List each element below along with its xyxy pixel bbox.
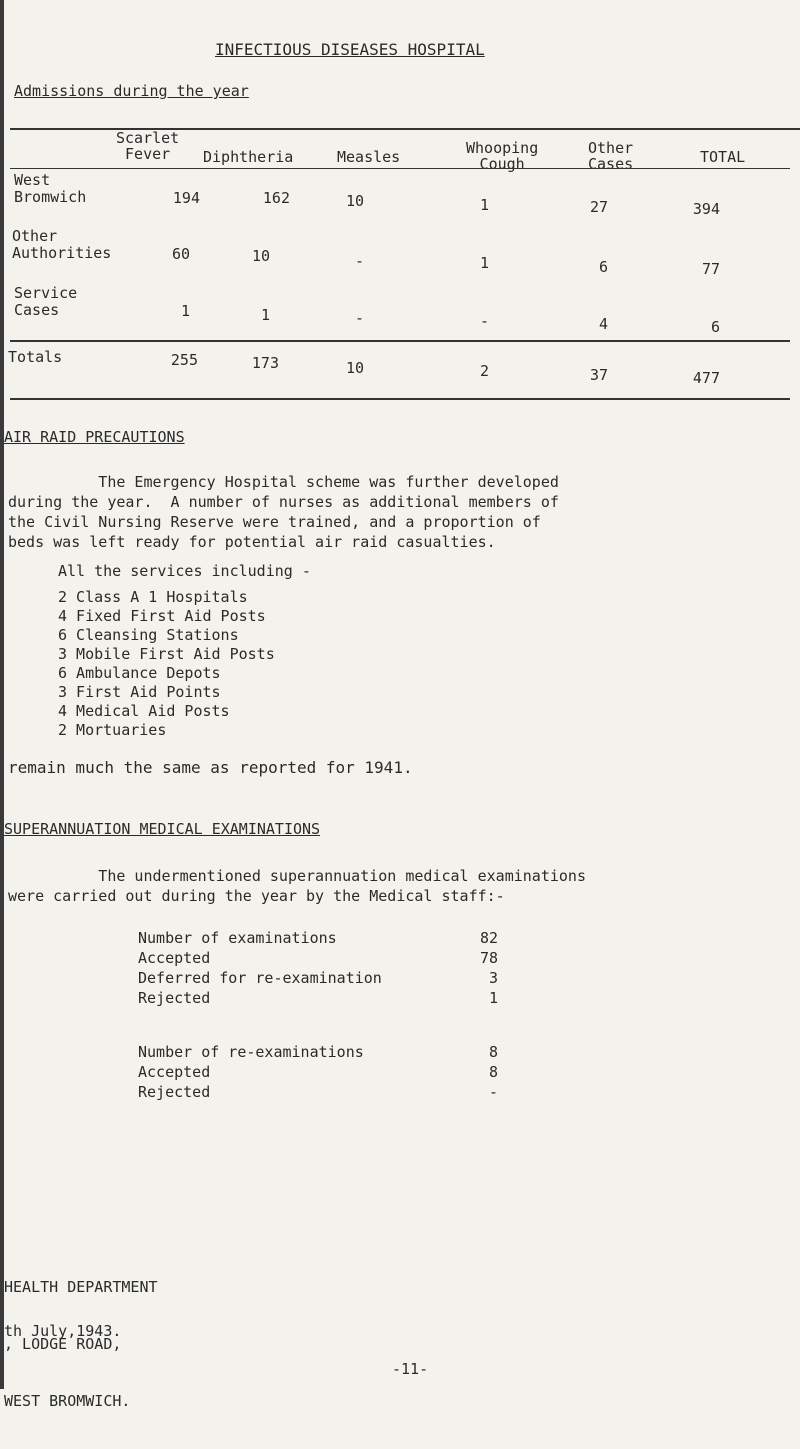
cell-value: 60 bbox=[171, 245, 190, 263]
cell-value: 173 bbox=[251, 354, 279, 372]
cell-value: 194 bbox=[172, 189, 200, 207]
cell-value: 1 bbox=[260, 306, 270, 324]
cell-value: 4 bbox=[598, 315, 608, 333]
cell-value: 477 bbox=[692, 369, 720, 387]
kv-row: Number of examinations 82 bbox=[138, 929, 498, 947]
kv-row: Rejected - bbox=[138, 1083, 498, 1101]
kv-row: Rejected 1 bbox=[138, 989, 498, 1007]
header-measles: Measles bbox=[337, 148, 401, 166]
totals-bottom-rule bbox=[10, 398, 790, 400]
row-label: Service Cases bbox=[14, 284, 78, 319]
list-item: 2 Class A 1 Hospitals bbox=[58, 588, 248, 606]
header-total: TOTAL bbox=[700, 148, 746, 166]
cell-value: 37 bbox=[589, 366, 608, 384]
cell-value: - bbox=[354, 309, 364, 327]
cell-value: 1 bbox=[479, 196, 489, 214]
cell-value: 1 bbox=[180, 302, 190, 320]
cell-value: 1 bbox=[479, 254, 489, 272]
address-block bbox=[4, 1240, 158, 1449]
list-item: 6 Cleansing Stations bbox=[58, 626, 239, 644]
paragraph-line: the Civil Nursing Reserve were trained, and a proportion of bbox=[8, 513, 541, 531]
paragraph-line: during the year. A number of nurses as additional members of bbox=[8, 493, 559, 511]
cell-value: 10 bbox=[345, 192, 364, 210]
cell-value: - bbox=[354, 252, 364, 270]
address-line: , LODGE ROAD, bbox=[4, 1335, 122, 1353]
kv-row: Accepted 78 bbox=[138, 949, 498, 967]
kv-row: Number of re-examinations 8 bbox=[138, 1043, 498, 1061]
cell-value: 6 bbox=[710, 318, 720, 336]
superannuation-paragraph bbox=[8, 866, 788, 906]
cell-value: 255 bbox=[170, 351, 198, 369]
heading-superannuation: SUPERANNUATION MEDICAL EXAMINATIONS bbox=[4, 820, 321, 838]
examinations-block bbox=[138, 928, 498, 1008]
cell-value: 162 bbox=[262, 189, 290, 207]
paragraph-line: were carried out during the year by the Medical staff:- bbox=[8, 887, 505, 905]
header-scarlet-fever: Scarlet Fever bbox=[116, 129, 180, 163]
page-edge bbox=[0, 0, 4, 1389]
totals-top-rule bbox=[10, 340, 790, 342]
page-number: -11- bbox=[392, 1360, 429, 1378]
cell-value: 10 bbox=[251, 247, 270, 265]
section-title-hospital: INFECTIOUS DISEASES HOSPITAL bbox=[215, 40, 485, 59]
paragraph-line: The undermentioned superannuation medical examinations bbox=[8, 867, 586, 885]
cell-value: 2 bbox=[479, 362, 489, 380]
list-item: 3 First Aid Points bbox=[58, 683, 221, 701]
services-closing: remain much the same as reported for 1941. bbox=[8, 758, 413, 777]
address-line: HEALTH DEPARTMENT bbox=[4, 1278, 158, 1296]
list-item: 6 Ambulance Depots bbox=[58, 664, 221, 682]
re-examinations-block bbox=[138, 1042, 498, 1102]
list-item: 2 Mortuaries bbox=[58, 721, 167, 739]
heading-air-raid: AIR RAID PRECAUTIONS bbox=[4, 428, 185, 446]
cell-value: 10 bbox=[345, 359, 364, 377]
header-other-cases: Other Cases bbox=[588, 139, 634, 173]
cell-value: 6 bbox=[598, 258, 608, 276]
services-intro: All the services including - bbox=[58, 562, 311, 580]
cell-value: - bbox=[479, 312, 489, 330]
header-whooping-cough: Whooping Cough bbox=[466, 139, 539, 173]
paragraph-line: beds was left ready for potential air raid casualties. bbox=[8, 533, 496, 551]
list-item: 3 Mobile First Aid Posts bbox=[58, 645, 275, 663]
cell-value: 77 bbox=[701, 260, 720, 278]
kv-row: Deferred for re-examination 3 bbox=[138, 969, 498, 987]
list-item: 4 Medical Aid Posts bbox=[58, 702, 230, 720]
cell-value: 394 bbox=[692, 200, 720, 218]
list-item: 4 Fixed First Aid Posts bbox=[58, 607, 266, 625]
date-line: th July,1943. bbox=[4, 1322, 122, 1340]
row-label: Other Authorities bbox=[12, 227, 112, 262]
services-list bbox=[58, 588, 275, 740]
kv-row: Accepted 8 bbox=[138, 1063, 498, 1081]
row-label: West Bromwich bbox=[14, 171, 87, 206]
header-diphtheria: Diphtheria bbox=[203, 148, 294, 166]
cell-value: 27 bbox=[589, 198, 608, 216]
air-raid-paragraph bbox=[8, 472, 788, 552]
header-rule bbox=[10, 168, 790, 169]
paragraph-line: The Emergency Hospital scheme was further developed bbox=[8, 473, 559, 491]
subtitle-admissions: Admissions during the year bbox=[14, 82, 249, 100]
row-label: Totals bbox=[8, 348, 63, 366]
address-line: WEST BROMWICH. bbox=[4, 1392, 131, 1410]
